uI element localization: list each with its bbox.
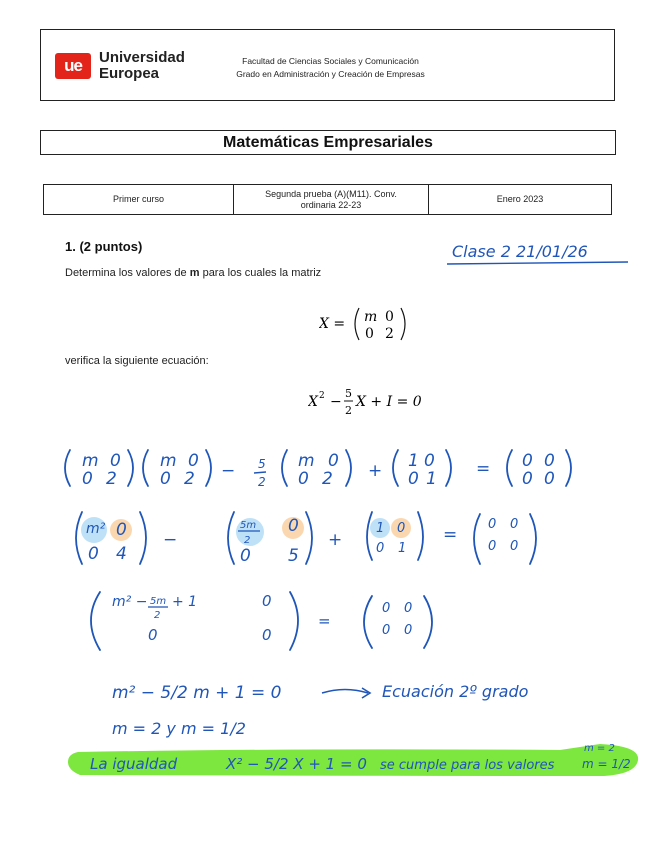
matrix-X-label: X = <box>319 316 346 332</box>
svg-text:=: = <box>443 525 458 545</box>
svg-text:1: 1 <box>376 521 385 536</box>
svg-text:0: 0 <box>240 546 251 566</box>
svg-text:0: 0 <box>488 517 497 532</box>
equation-term: X <box>308 394 318 410</box>
final-value-1: m = 2 <box>584 743 615 754</box>
svg-text:1: 1 <box>408 451 419 471</box>
svg-text:5: 5 <box>288 546 299 566</box>
svg-text:2: 2 <box>106 469 117 489</box>
course-cell: Primer curso <box>44 185 234 214</box>
svg-text:m: m <box>82 451 99 471</box>
quadratic-equation: m² − 5/2 m + 1 = 0 <box>112 683 282 703</box>
svg-text:0: 0 <box>408 469 419 489</box>
svg-text:−: − <box>221 461 236 481</box>
document-title: Matemáticas Empresariales <box>223 134 433 151</box>
svg-text:0: 0 <box>404 601 413 616</box>
svg-text:0: 0 <box>298 469 309 489</box>
svg-text:m² −: m² − <box>112 594 148 610</box>
conclusion-equation: X² − 5/2 X + 1 = 0 <box>226 755 367 773</box>
svg-text:0: 0 <box>522 451 533 471</box>
svg-text:0: 0 <box>262 626 272 644</box>
equation-term: 2 <box>319 391 325 401</box>
svg-text:0: 0 <box>188 451 199 471</box>
svg-text:=: = <box>318 612 331 630</box>
svg-text:0: 0 <box>88 544 99 564</box>
svg-text:m²: m² <box>86 521 106 537</box>
university-logo-icon: ue <box>55 53 91 79</box>
equation-type-note: Ecuación 2º grado <box>382 682 529 701</box>
solutions: m = 2 y m = 1/2 <box>112 719 246 738</box>
svg-text:2: 2 <box>154 610 161 621</box>
prompt-start: Determina los valores de <box>65 267 190 279</box>
svg-text:+ 1: + 1 <box>172 594 198 610</box>
conclusion-start: La igualdad <box>90 755 178 773</box>
svg-text:0: 0 <box>382 601 391 616</box>
svg-text:0: 0 <box>376 541 385 556</box>
svg-text:0: 0 <box>148 626 158 644</box>
svg-text:0: 0 <box>288 516 299 536</box>
degree-line: Grado en Administración y Creación de Empresas <box>236 69 425 79</box>
prompt-variable: m <box>189 267 200 279</box>
svg-text:2: 2 <box>244 535 251 546</box>
step-1-matrix-product <box>65 450 571 486</box>
svg-text:0: 0 <box>397 521 406 536</box>
matrix-entry: 0 <box>385 309 394 325</box>
svg-text:0: 0 <box>544 451 555 471</box>
svg-text:+: + <box>368 461 383 481</box>
svg-text:0: 0 <box>110 451 121 471</box>
svg-text:0: 0 <box>510 539 519 554</box>
final-value-2: m = 1/2 <box>582 757 631 771</box>
svg-text:5m: 5m <box>150 596 167 607</box>
equation-term: − <box>330 394 342 410</box>
svg-text:0: 0 <box>328 451 339 471</box>
matrix-entry: m <box>364 309 378 325</box>
svg-text:0: 0 <box>488 539 497 554</box>
matrix-entry: 2 <box>385 326 394 342</box>
svg-text:0: 0 <box>382 623 391 638</box>
svg-text:0: 0 <box>510 517 519 532</box>
svg-text:m: m <box>160 451 177 471</box>
svg-text:1: 1 <box>398 541 407 556</box>
svg-text:0: 0 <box>82 469 93 489</box>
verify-text: verifica la siguiente ecuación: <box>65 355 209 367</box>
svg-text:4: 4 <box>116 544 127 564</box>
svg-text:0: 0 <box>404 623 413 638</box>
conclusion-end: se cumple para los valores <box>380 758 555 773</box>
svg-text:1: 1 <box>426 469 437 489</box>
svg-text:=: = <box>476 459 491 479</box>
equation-term: 5 <box>345 387 352 400</box>
svg-text:5: 5 <box>258 457 266 471</box>
faculty-line: Facultad de Ciencias Sociales y Comunicación <box>242 56 419 66</box>
logo-text-line2: Europea <box>99 65 160 82</box>
equation-term: 2 <box>345 404 352 417</box>
svg-text:−: − <box>163 530 178 550</box>
svg-text:m: m <box>298 451 315 471</box>
equation-term: X + I = 0 <box>356 394 422 410</box>
exam-text: Segunda prueba (A)(M11). Conv. ordinaria 22-23 <box>265 188 397 210</box>
prompt-end: para los cuales la matriz <box>199 267 322 279</box>
logo-text-line1: Universidad <box>99 49 185 66</box>
date-cell: Enero 2023 <box>496 194 544 204</box>
svg-text:+: + <box>328 530 343 550</box>
matrix-entry: 0 <box>365 326 374 342</box>
svg-text:2: 2 <box>322 469 333 489</box>
class-note: Clase 2 21/01/26 <box>452 242 588 261</box>
svg-text:2: 2 <box>184 469 195 489</box>
question-heading: 1. (2 puntos) <box>65 239 143 254</box>
svg-text:0: 0 <box>262 592 272 610</box>
svg-text:0: 0 <box>544 469 555 489</box>
svg-text:0: 0 <box>116 520 127 540</box>
svg-text:5m: 5m <box>240 520 257 531</box>
svg-text:0: 0 <box>424 451 435 471</box>
svg-text:0: 0 <box>160 469 171 489</box>
svg-text:2: 2 <box>258 475 266 489</box>
svg-text:0: 0 <box>522 469 533 489</box>
